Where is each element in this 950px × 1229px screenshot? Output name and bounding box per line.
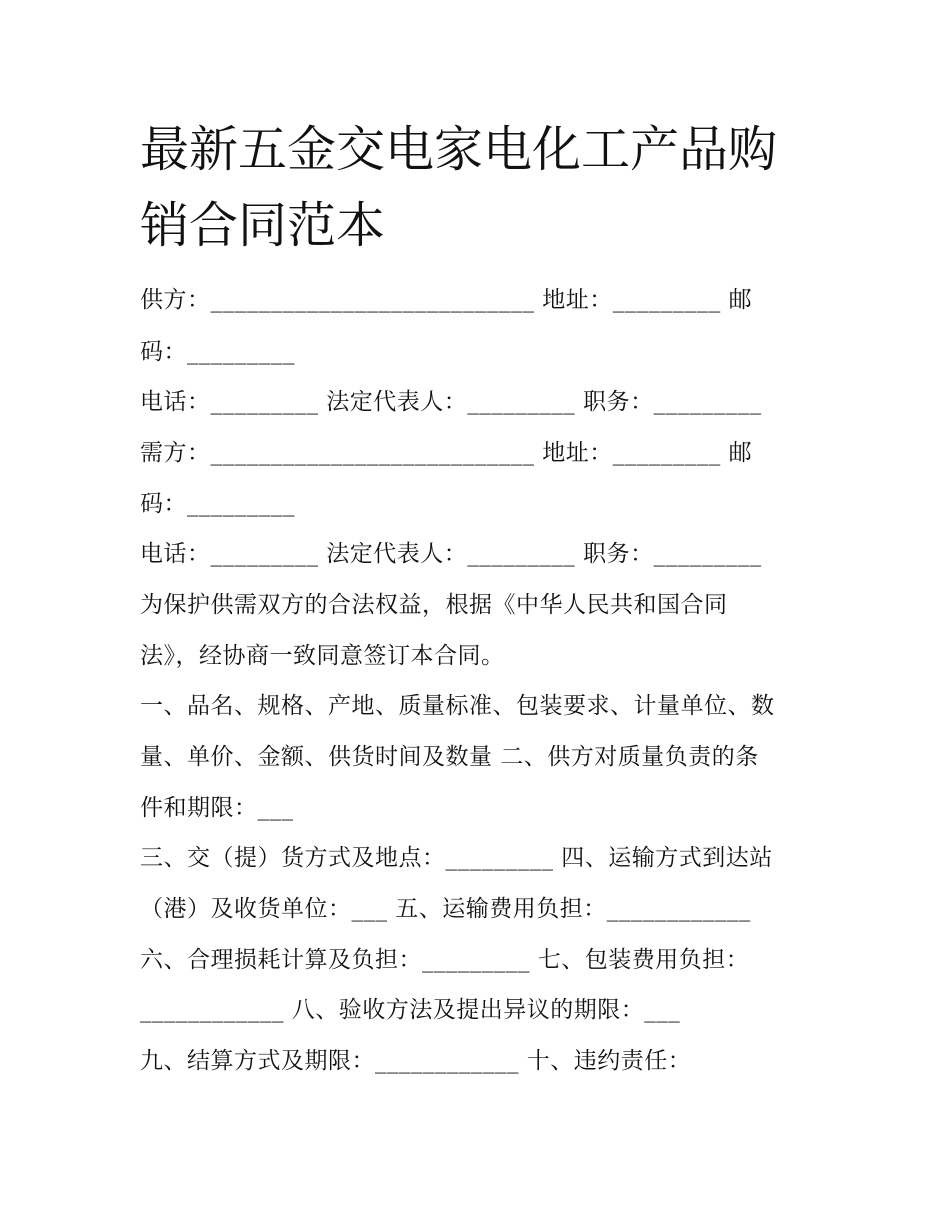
preamble-line-2: 法》，经协商一致同意签订本合同。 <box>140 643 505 669</box>
document-title <box>140 112 840 264</box>
clause-1-line-1: 一、品名、规格、产地、质量标准、包装要求、计量单位、数 <box>140 693 775 719</box>
supplier-postcode-line: 码：_________ <box>140 339 295 365</box>
clause-6-7-line: 六、合理损耗计算及负担：_________ 七、包装费用负担： <box>140 947 750 973</box>
clause-9-10-line: 九、结算方式及期限：____________ 十、违约责任： <box>140 1048 692 1074</box>
supplier-line: 供方：___________________________ 地址：_________ 邮 <box>140 287 753 313</box>
buyer-postcode-line: 码：_________ <box>140 491 295 517</box>
title-line-2: 销合同范本 <box>140 197 386 254</box>
clause-4-5-line: （港）及收货单位：___ 五、运输费用负担：____________ <box>140 896 751 922</box>
clause-1-line-2: 量、单价、金额、供货时间及数量 二、供方对质量负责的条 <box>140 744 759 770</box>
clause-3-4-line: 三、交（提）货方式及地点：_________ 四、运输方式到达站 <box>140 845 773 871</box>
supplier-phone-line: 电话：_________ 法定代表人：_________ 职务：_________ <box>140 389 762 415</box>
buyer-line: 需方：___________________________ 地址：_________ 邮 <box>140 440 753 466</box>
clause-7-8-line: ____________ 八、验收方法及提出异议的期限：___ <box>140 997 681 1023</box>
buyer-phone-line: 电话：_________ 法定代表人：_________ 职务：_________ <box>140 541 762 567</box>
preamble-line-1: 为保护供需双方的合法权益，根据《中华人民共和国合同 <box>140 592 728 618</box>
title-line-1: 最新五金交电家电化工产品购 <box>140 121 778 178</box>
clause-2-line: 件和期限：___ <box>140 795 294 821</box>
